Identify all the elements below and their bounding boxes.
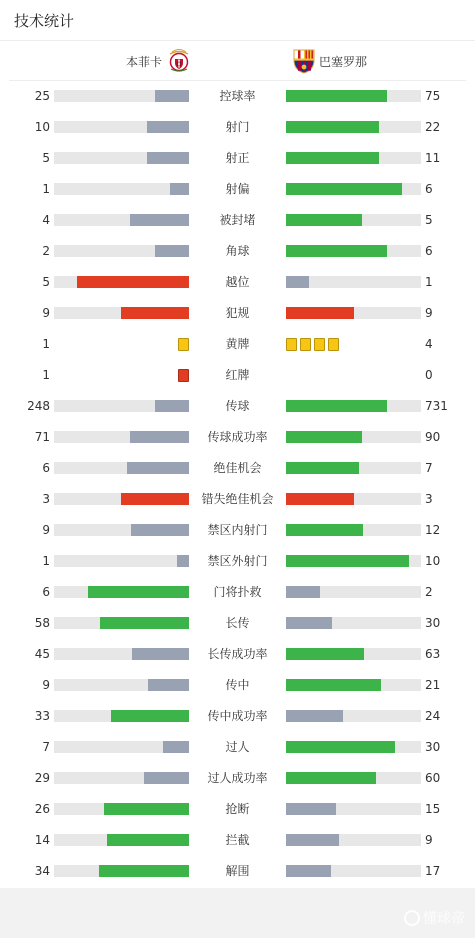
away-stat-bar [286,586,421,598]
away-stat-bar [286,679,421,691]
stat-row [0,670,475,701]
watermark [404,908,465,928]
away-stat-value: 21 [425,678,441,692]
home-stat-bar-fill [121,307,189,319]
stat-row [0,81,475,112]
home-stat-bar-fill [121,493,189,505]
stat-label: 长传 [225,616,250,630]
away-stat-value: 9 [425,306,433,320]
away-stat-bar-fill [286,834,339,846]
home-stat-value: 9 [42,523,50,537]
watermark-logo-icon [404,910,420,926]
stat-row [0,515,475,546]
away-stat-bar [286,307,421,319]
home-stat-bar [54,648,189,660]
stat-label: 红牌 [225,368,250,382]
away-stat-bar [286,152,421,164]
home-stat-value: 10 [34,120,50,134]
home-stat-bar-fill [104,803,189,815]
home-stat-bar-fill [147,121,189,133]
stat-label: 禁区内射门 [207,523,268,537]
home-stat-bar [54,524,189,536]
home-stat-bar-fill [100,617,189,629]
home-stat-bar-fill [163,741,189,753]
home-stat-value: 5 [42,275,50,289]
away-team-name: 巴塞罗那 [319,54,368,69]
stat-label: 传球成功率 [207,430,268,444]
home-stat-bar [54,214,189,226]
home-stat-value: 6 [42,461,50,475]
away-stat-value: 90 [425,430,441,444]
away-stat-bar [286,834,421,846]
home-stat-bar [54,276,189,288]
home-stat-bar-fill [131,524,189,536]
yellow-card-icon [314,338,325,351]
away-stat-bar [286,493,421,505]
away-stat-value: 24 [425,709,441,723]
benfica-crest-icon [166,48,192,74]
stat-row [0,112,475,143]
stat-row [0,608,475,639]
home-stat-bar [54,152,189,164]
away-stat-value: 4 [425,337,433,351]
home-stat-bar-fill [111,710,189,722]
away-cards [286,338,339,351]
footer-bar [0,888,475,938]
home-stat-value: 6 [42,585,50,599]
away-stat-bar [286,183,421,195]
away-stat-value: 7 [425,461,433,475]
away-stat-value: 12 [425,523,441,537]
away-stat-bar-fill [286,152,379,164]
stat-row [0,825,475,856]
home-stat-value: 29 [34,771,50,785]
home-cards [178,338,189,351]
home-stat-bar-fill [77,276,189,288]
away-stat-value: 5 [425,213,433,227]
home-stat-bar [54,431,189,443]
away-stat-value: 1 [425,275,433,289]
stat-row [0,329,475,360]
stat-row [0,453,475,484]
away-stat-value: 6 [425,182,433,196]
away-stat-bar-fill [286,741,395,753]
home-stat-bar [54,555,189,567]
stat-row [0,298,475,329]
stat-row [0,639,475,670]
stat-row [0,856,475,887]
home-stat-value: 5 [42,151,50,165]
away-stat-bar-fill [286,493,354,505]
away-stat-bar [286,400,421,412]
home-stat-bar-fill [170,183,189,195]
stat-label: 射门 [225,120,250,134]
away-stat-bar-fill [286,121,379,133]
home-stat-bar-fill [88,586,189,598]
home-stat-bar [54,865,189,877]
home-team-name: 本菲卡 [126,54,163,69]
away-stat-bar [286,245,421,257]
away-stat-bar [286,865,421,877]
home-team[interactable] [126,41,192,81]
away-stat-bar-fill [286,307,354,319]
away-stat-bar [286,617,421,629]
stat-row [0,205,475,236]
away-stat-bar-fill [286,555,409,567]
stat-label: 传球 [225,399,250,413]
home-stat-value: 7 [42,740,50,754]
away-stat-bar-fill [286,214,362,226]
home-stat-bar-fill [130,214,189,226]
home-stat-bar-fill [155,245,189,257]
away-stat-value: 10 [425,554,441,568]
stat-row [0,763,475,794]
yellow-card-icon [286,338,297,351]
home-cards [178,369,189,382]
home-stat-value: 25 [34,89,50,103]
home-stat-bar [54,741,189,753]
home-stat-value: 9 [42,306,50,320]
away-stat-bar [286,462,421,474]
home-stat-bar-fill [148,679,189,691]
home-stat-bar [54,121,189,133]
home-stat-bar [54,679,189,691]
home-stat-value: 33 [34,709,50,723]
stat-row [0,701,475,732]
home-stat-bar [54,710,189,722]
home-stat-value: 1 [42,554,50,568]
away-stat-bar [286,276,421,288]
away-stat-bar [286,710,421,722]
away-stat-value: 60 [425,771,441,785]
home-stat-value: 1 [42,182,50,196]
stat-label: 过人成功率 [207,771,268,785]
home-stat-bar-fill [177,555,189,567]
away-stat-bar-fill [286,679,381,691]
home-stat-value: 1 [42,337,50,351]
stat-row [0,267,475,298]
team-header-row [9,41,466,81]
away-stat-bar-fill [286,90,387,102]
home-stat-bar [54,400,189,412]
red-card-icon [178,369,189,382]
away-stat-value: 0 [425,368,433,382]
away-stat-bar-fill [286,276,309,288]
section-header [0,0,475,41]
home-stat-value: 45 [34,647,50,661]
home-stat-value: 34 [34,864,50,878]
stat-row [0,577,475,608]
home-stat-bar [54,586,189,598]
away-stat-bar-fill [286,400,387,412]
away-stat-value: 15 [425,802,441,816]
home-stat-bar-fill [155,400,189,412]
home-stat-bar [54,183,189,195]
home-stat-bar-fill [132,648,189,660]
away-stat-bar [286,555,421,567]
away-stat-value: 75 [425,89,441,103]
home-stat-bar [54,617,189,629]
home-stat-value: 26 [34,802,50,816]
home-stat-value: 3 [42,492,50,506]
stat-label: 禁区外射门 [207,554,268,568]
stat-label: 被封堵 [219,213,256,227]
stat-label: 角球 [225,244,250,258]
away-stat-value: 63 [425,647,441,661]
home-stat-bar [54,245,189,257]
yellow-card-icon [328,338,339,351]
stat-row [0,360,475,391]
away-stat-value: 3 [425,492,433,506]
away-stat-value: 9 [425,833,433,847]
away-stat-bar [286,121,421,133]
stat-label: 长传成功率 [207,647,268,661]
away-stat-bar-fill [286,245,387,257]
stat-row [0,794,475,825]
home-stat-bar [54,462,189,474]
away-stat-bar [286,214,421,226]
away-stat-value: 11 [425,151,441,165]
away-stat-bar-fill [286,648,364,660]
stat-label: 射正 [225,151,250,165]
home-stat-value: 14 [34,833,50,847]
away-stat-bar [286,90,421,102]
stat-label: 拦截 [225,833,250,847]
away-stat-bar-fill [286,586,320,598]
away-stat-bar [286,648,421,660]
away-stat-value: 30 [425,740,441,754]
away-stat-bar [286,431,421,443]
home-stat-bar-fill [147,152,189,164]
home-stat-value: 1 [42,368,50,382]
away-stat-value: 22 [425,120,441,134]
away-stat-bar-fill [286,803,336,815]
away-stat-bar-fill [286,431,362,443]
away-stat-bar-fill [286,865,331,877]
stat-label: 射偏 [225,182,250,196]
home-stat-bar [54,307,189,319]
home-stat-bar [54,772,189,784]
away-stat-bar [286,524,421,536]
away-stat-bar-fill [286,617,332,629]
home-stat-bar [54,834,189,846]
home-stat-value: 58 [34,616,50,630]
away-stat-value: 731 [425,399,448,413]
away-stat-bar-fill [286,524,363,536]
stats-table [0,81,475,887]
stat-row [0,236,475,267]
home-stat-bar-fill [155,90,189,102]
stat-label: 传中成功率 [207,709,268,723]
stat-label: 控球率 [219,89,256,103]
yellow-card-icon [300,338,311,351]
stat-row [0,391,475,422]
home-stat-bar-fill [107,834,189,846]
stat-row [0,484,475,515]
away-stat-bar-fill [286,462,359,474]
stat-label: 绝佳机会 [213,461,262,475]
away-stat-value: 30 [425,616,441,630]
away-team[interactable] [291,41,367,81]
stat-label: 抢断 [225,802,250,816]
watermark-text: 懂球帝 [423,911,465,927]
yellow-card-icon [178,338,189,351]
stat-label: 错失绝佳机会 [201,492,274,506]
stat-label: 解围 [225,864,250,878]
home-stat-bar-fill [130,431,189,443]
barcelona-crest-icon [291,48,317,74]
away-stat-value: 2 [425,585,433,599]
stat-label: 传中 [225,678,250,692]
home-stat-bar [54,803,189,815]
stat-label: 门将扑救 [213,585,262,599]
away-stat-bar [286,741,421,753]
stat-label: 黄牌 [225,337,250,351]
stat-row [0,422,475,453]
away-stat-bar-fill [286,183,402,195]
away-stat-bar [286,772,421,784]
home-stat-value: 9 [42,678,50,692]
home-stat-bar [54,493,189,505]
away-stat-bar-fill [286,772,376,784]
stat-row [0,732,475,763]
home-stat-bar-fill [127,462,189,474]
home-stat-value: 248 [27,399,50,413]
stat-row [0,174,475,205]
away-stat-value: 17 [425,864,441,878]
home-stat-bar-fill [144,772,189,784]
stat-row [0,143,475,174]
away-stat-value: 6 [425,244,433,258]
home-stat-value: 4 [42,213,50,227]
stat-label: 犯规 [225,306,250,320]
page-title: 技术统计 [14,11,75,30]
home-stat-bar [54,90,189,102]
home-stat-value: 2 [42,244,50,258]
stat-label: 过人 [225,740,250,754]
stat-label: 越位 [225,275,250,289]
stat-row [0,546,475,577]
home-stat-bar-fill [99,865,189,877]
home-stat-value: 71 [34,430,50,444]
away-stat-bar [286,803,421,815]
away-stat-bar-fill [286,710,343,722]
